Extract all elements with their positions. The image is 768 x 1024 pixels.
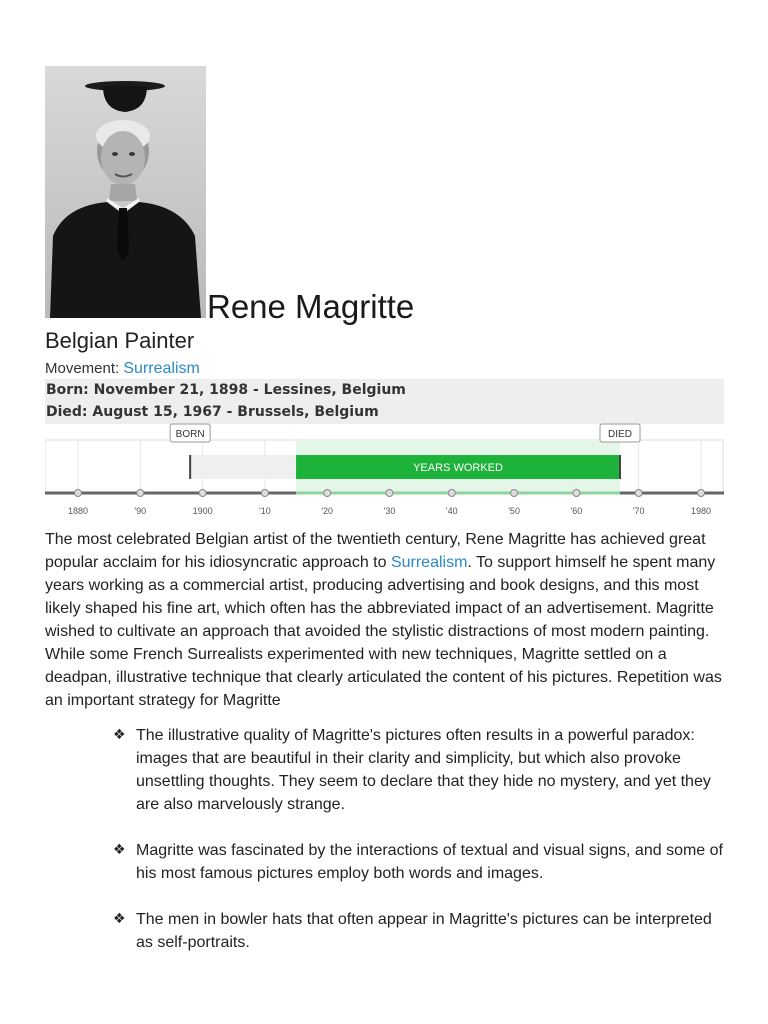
tick-label: '10 [259,506,271,516]
tick-dot [635,490,642,497]
diamond-bullet-icon: ❖ [113,842,126,858]
tick-dot [698,490,705,497]
diamond-bullet-icon: ❖ [113,727,126,743]
tick-dot [261,490,268,497]
tick-dot [324,490,331,497]
died-tag-label: DIED [608,429,632,440]
bio-text-1: The most celebrated Belgian artist of the twentieth century, Rene Magritte has achieved great popular acclaim for his idiosyncratic approach to [45,531,706,571]
tick-label: '20 [321,506,334,516]
surrealism-link[interactable]: Surrealism [390,554,468,571]
born-marker [189,455,191,479]
tick-dot [448,490,455,497]
list-item-text: Magritte was fascinated by the interactions of textual and visual signs, and some of his most famous pictures employ both words and images. [136,842,723,882]
key-ideas-list [113,724,728,954]
life-timeline [45,422,724,518]
list-item [113,908,728,954]
tick-dot [511,490,518,497]
died-tag [600,424,640,442]
movement-label: Movement: [45,360,124,377]
tick-label: '30 [383,506,396,516]
list-item-text: The illustrative quality of Magritte's pictures often results in a powerful paradox: images that are beautiful in their clarity and simplicity, but which also provoke unsettling thoughts. They seem to declare that they hide no mystery, and yet they are also marvelously strange. [136,727,711,813]
list-item-text: The men in bowler hats that often appear in Magritte's pictures can be interpreted as self-portraits. [136,911,712,951]
tick-dot [199,490,206,497]
tick-label: 1900 [192,506,213,516]
movement-link[interactable]: Surrealism [123,360,200,377]
tick-dot [573,490,580,497]
born-tag-label: BORN [175,429,205,440]
artist-portrait [45,66,206,318]
tick-label: 1880 [67,506,89,516]
tick-dot [75,490,82,497]
tick-label: 1980 [690,506,712,516]
tick-dot [386,490,393,497]
movement-line [45,359,200,379]
page-title: Rene Magritte [207,288,415,325]
tick-label: '90 [134,506,147,516]
tick-label: '50 [508,506,520,516]
tick-label: '70 [632,506,645,516]
years-worked-label: YEARS WORKED [413,462,503,474]
list-item [113,724,728,816]
biography-paragraph [45,528,729,712]
bio-text-2: . To support himself he spent many years working as a commercial artist, producing advertising and book designs, and this most likely shaped his fine art, which often has the abbreviated impact of an advertisement. Magritte wished to cultivate an approach that avoided the stylistic distractions of most modern painting. While some French Surrealists experimented with new techniques, Magritte settled on a deadpan, illustrative technique that clearly articulated the content of his pictures. Repetition was an important strategy for Magritte [45,554,722,709]
list-item [113,839,728,885]
born-fact: Born: November 21, 1898 - Lessines, Belgium [46,382,406,398]
died-fact: Died: August 15, 1967 - Brussels, Belgium [46,404,379,420]
facts-box [45,379,724,424]
timeline-svg [45,422,724,518]
tick-label: '60 [570,506,583,516]
born-tag [170,424,210,442]
tick-label: '40 [445,506,458,516]
tick-dot [137,490,144,497]
artist-subtitle: Belgian Painter [45,328,195,353]
died-marker [619,455,621,479]
diamond-bullet-icon: ❖ [113,911,126,927]
